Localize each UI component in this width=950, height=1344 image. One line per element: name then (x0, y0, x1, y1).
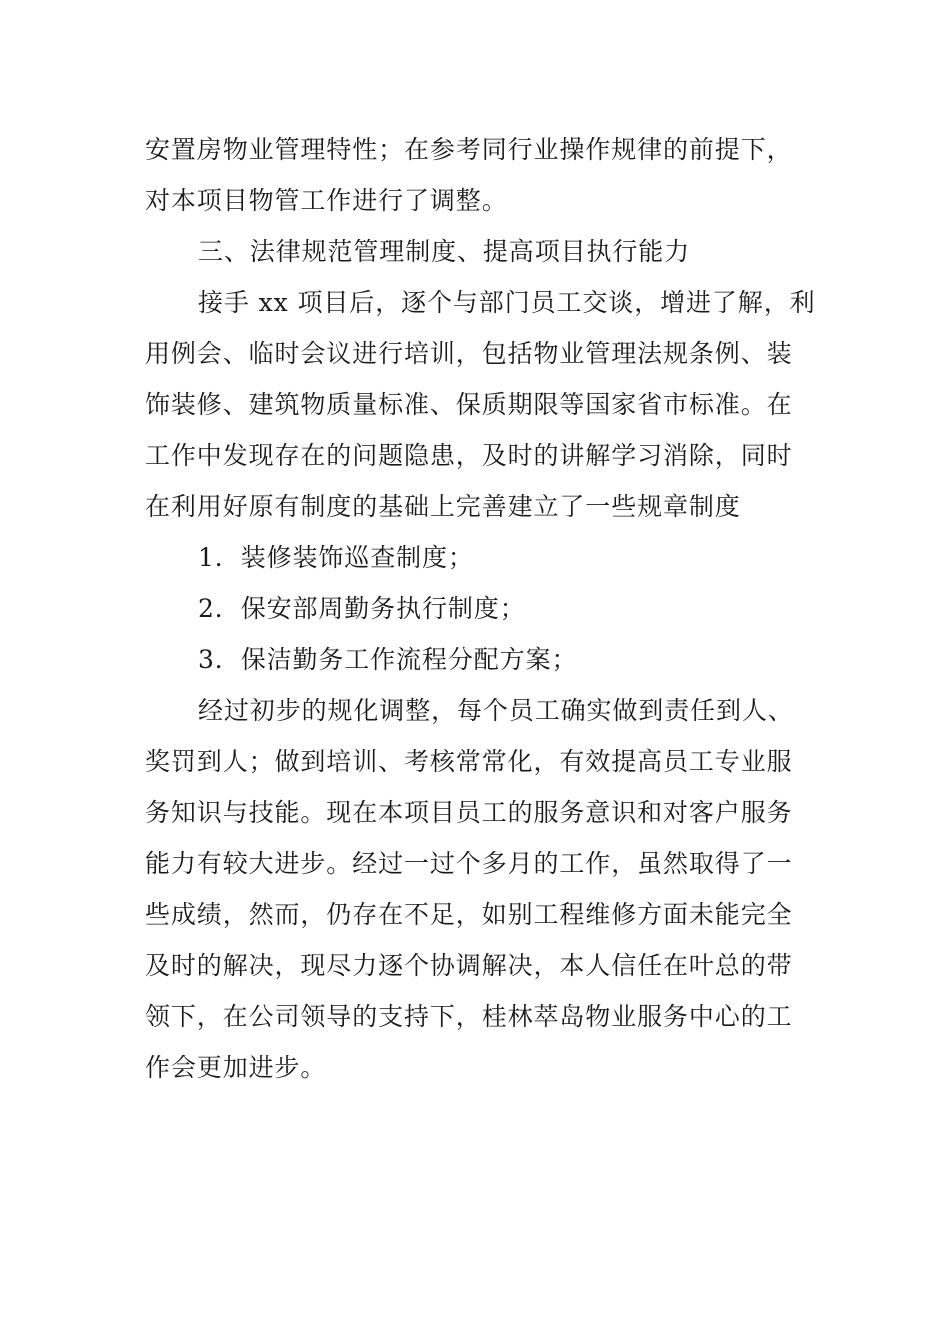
list-item: 2．保安部周勤务执行制度； (198, 594, 526, 623)
paragraph-line: 些成绩，然而，仍存在不足，如别工程维修方面未能完全 (145, 900, 793, 929)
list-item: 3．保洁勤务工作流程分配方案； (198, 645, 578, 674)
paragraph-line: 饰装修、建筑物质量标准、保质期限等国家省市标准。在 (145, 390, 793, 419)
paragraph-line: 领下，在公司领导的支持下，桂林萃岛物业服务中心的工 (145, 1002, 793, 1031)
paragraph-line: 安置房物业管理特性；在参考同行业操作规律的前提下， (145, 135, 793, 164)
list-item: 1．装修装饰巡查制度； (198, 543, 474, 572)
paragraph-line: 奖罚到人；做到培训、考核常常化，有效提高员工专业服 (145, 747, 793, 776)
document-body (145, 124, 816, 1093)
paragraph-line: 对本项目物管工作进行了调整。 (145, 186, 508, 215)
paragraph-line: 务知识与技能。现在本项目员工的服务意识和对客户服务 (145, 798, 793, 827)
section-heading: 三、法律规范管理制度、提高项目执行能力 (198, 237, 691, 266)
paragraph-line: 能力有较大进步。经过一过个多月的工作，虽然取得了一 (145, 849, 793, 878)
paragraph-line: 用例会、临时会议进行培训，包括物业管理法规条例、装 (145, 339, 793, 368)
paragraph-line: 在利用好原有制度的基础上完善建立了一些规章制度 (145, 492, 741, 521)
paragraph-line: 作会更加进步。 (145, 1053, 327, 1082)
paragraph-line: 及时的解决，现尽力逐个协调解决，本人信任在叶总的带 (145, 951, 793, 980)
paragraph-line: 工作中发现存在的问题隐患，及时的讲解学习消除，同时 (145, 441, 793, 470)
paragraph-line: 接手 xx 项目后，逐个与部门员工交谈，增进了解，利 (198, 288, 816, 317)
paragraph-line: 经过初步的规化调整，每个员工确实做到责任到人、 (198, 696, 794, 725)
